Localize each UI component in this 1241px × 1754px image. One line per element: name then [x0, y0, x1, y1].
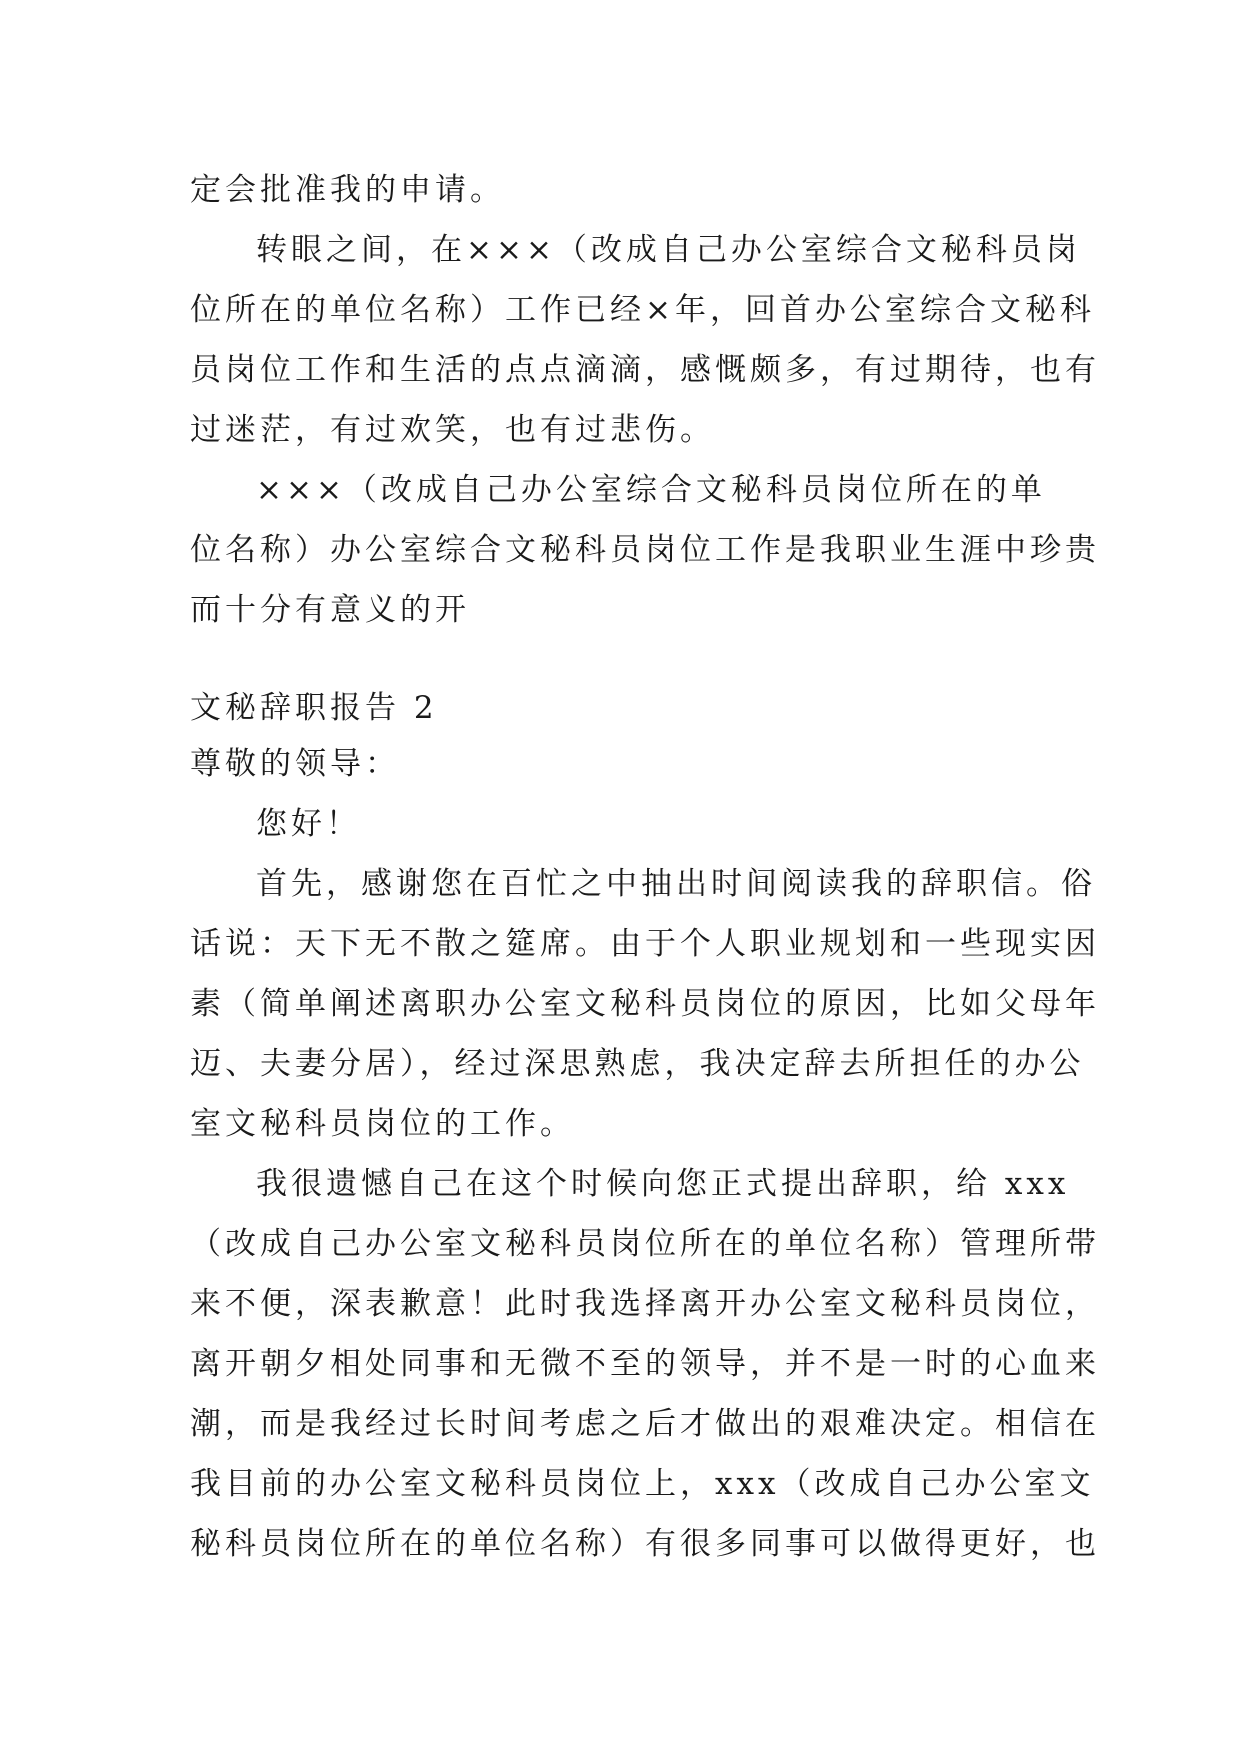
text-line: 过迷茫，有过欢笑，也有过悲伤。 [190, 412, 715, 448]
greeting: 您好！ [256, 806, 361, 842]
text-line: 员岗位工作和生活的点点滴滴，感慨颇多，有过期待，也有 [190, 352, 1100, 388]
text-line: 潮，而是我经过长时间考虑之后才做出的艰难决定。相信在 [190, 1406, 1100, 1442]
text-line: 来不便，深表歉意！此时我选择离开办公室文秘科员岗位， [190, 1286, 1100, 1322]
text-line: 迈、夫妻分居），经过深思熟虑，我决定辞去所担任的办公 [190, 1046, 1085, 1082]
section-title: 文秘辞职报告 2 [190, 690, 438, 726]
text-line: 首先，感谢您在百忙之中抽出时间阅读我的辞职信。俗 [256, 866, 1096, 902]
text-line: （改成自己办公室文秘科员岗位所在的单位名称）管理所带 [190, 1226, 1100, 1262]
salutation: 尊敬的领导： [190, 746, 400, 782]
text-line: 秘科员岗位所在的单位名称）有很多同事可以做得更好，也 [190, 1526, 1100, 1562]
text-line: 素（简单阐述离职办公室文秘科员岗位的原因，比如父母年 [190, 986, 1100, 1022]
text-line: ×××（改成自己办公室综合文秘科员岗位所在的单 [256, 472, 1046, 508]
text-line: 位所在的单位名称）工作已经×年，回首办公室综合文秘科 [190, 292, 1095, 328]
text-line: 室文秘科员岗位的工作。 [190, 1106, 575, 1142]
text-line: 转眼之间，在×××（改成自己办公室综合文秘科员岗 [256, 232, 1081, 268]
text-line: 离开朝夕相处同事和无微不至的领导，并不是一时的心血来 [190, 1346, 1100, 1382]
text-line: 话说：天下无不散之筵席。由于个人职业规划和一些现实因 [190, 926, 1100, 962]
text-line: 我很遗憾自己在这个时候向您正式提出辞职，给 xxx [256, 1166, 1070, 1202]
text-line: 位名称）办公室综合文秘科员岗位工作是我职业生涯中珍贵 [190, 532, 1100, 568]
text-line: 我目前的办公室文秘科员岗位上，xxx（改成自己办公室文 [190, 1466, 1095, 1502]
text-line: 定会批准我的申请。 [190, 172, 505, 208]
text-line: 而十分有意义的开 [190, 592, 470, 628]
